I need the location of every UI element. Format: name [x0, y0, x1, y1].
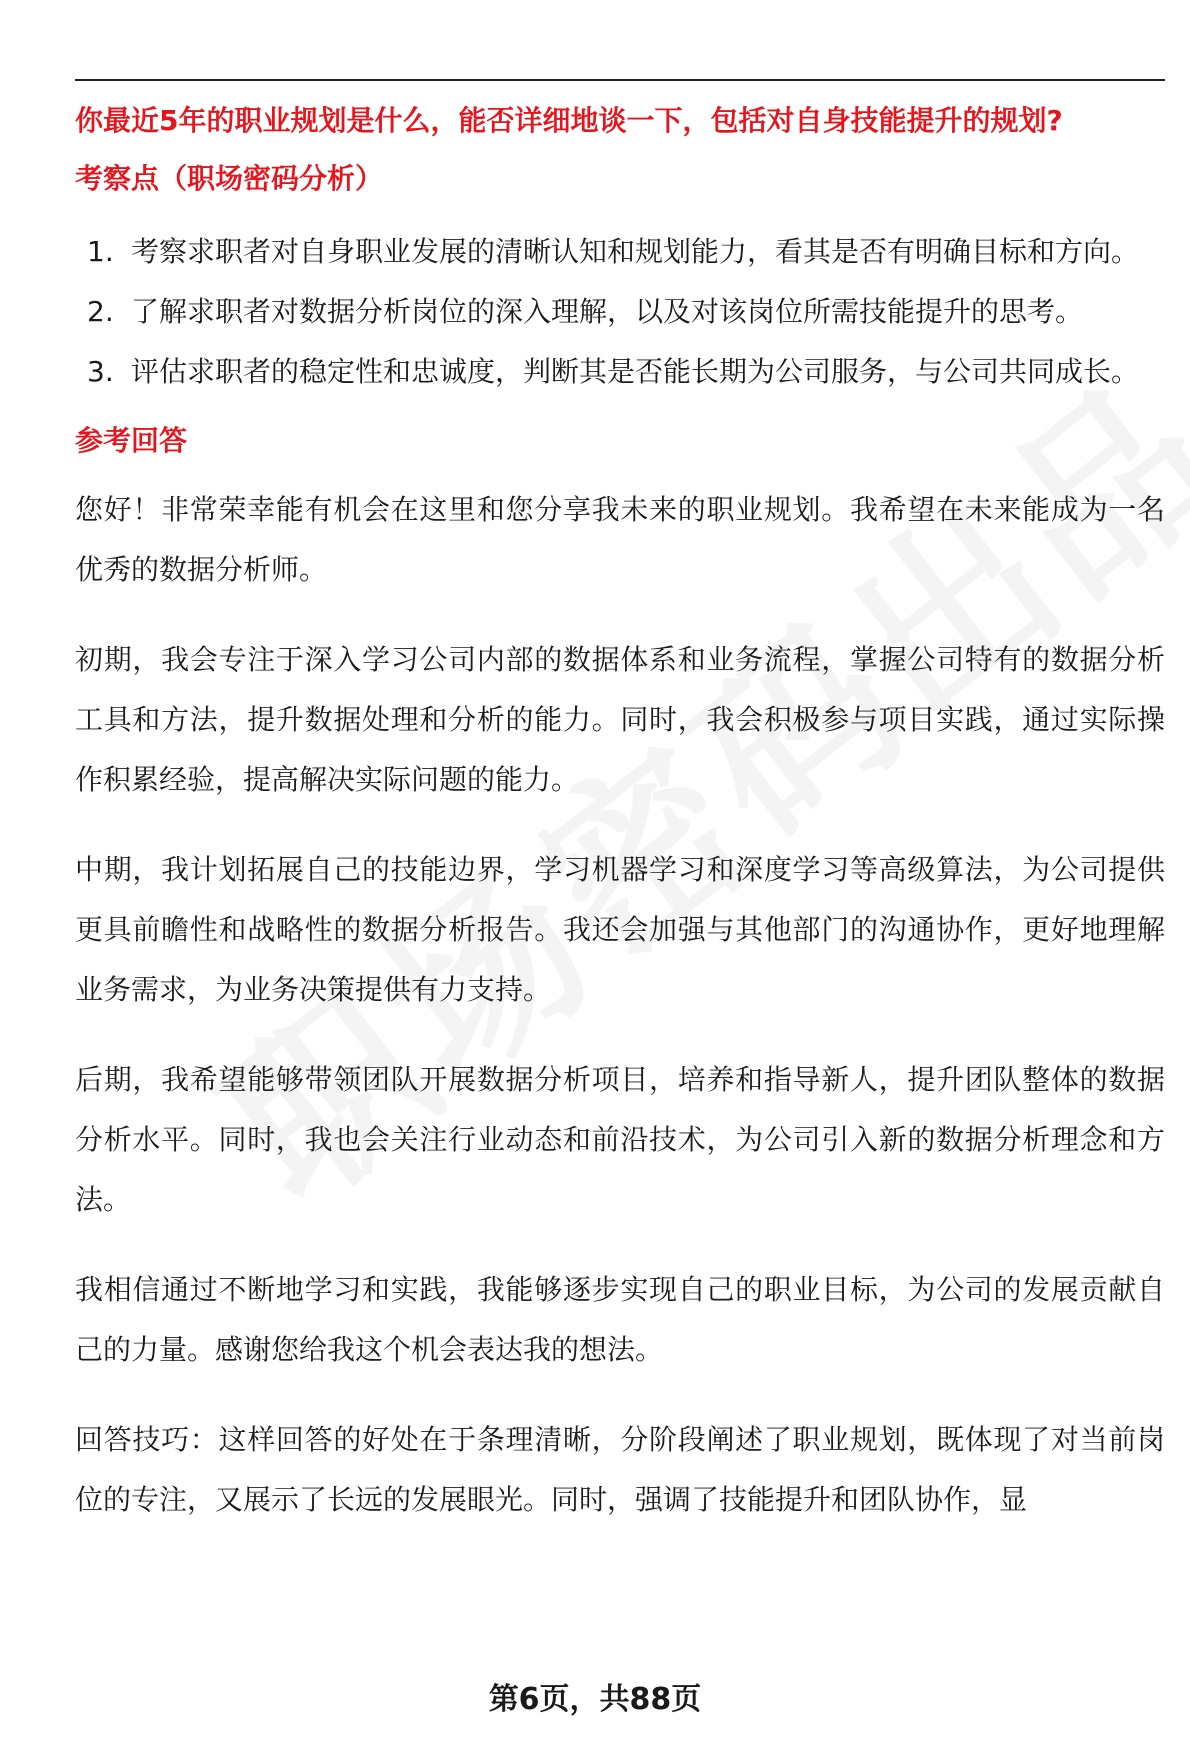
examine-point [75, 282, 1165, 342]
examine-point-number: 1. [87, 235, 114, 268]
question-heading: 你最近5年的职业规划是什么，能否详细地谈一下，包括对自身技能提升的规划? [75, 104, 1063, 137]
page-number-footer: 第6页，共88页 [488, 1682, 702, 1717]
answer-paragraph-early-stage: 初期，我会专注于深入学习公司内部的数据体系和业务流程，掌握公司特有的数据分析工具和方法，提升数据处理和分析的能力。同时，我会积极参与项目实践，通过实际操作积累经验，提高解决实际问题的能力。 [75, 643, 1165, 796]
page-content [75, 92, 1165, 1530]
examine-section-title: 考察点（职场密码分析） [75, 162, 384, 195]
examine-point-text: 考察求职者对自身职业发展的清晰认知和规划能力，看其是否有明确目标和方向。 [131, 235, 1140, 268]
answer-paragraph-closing: 我相信通过不断地学习和实践，我能够逐步实现自己的职业目标，为公司的发展贡献自己的力量。感谢您给我这个机会表达我的想法。 [75, 1273, 1165, 1366]
answer-paragraph-mid-stage: 中期，我计划拓展自己的技能边界，学习机器学习和深度学习等高级算法，为公司提供更具前瞻性和战略性的数据分析报告。我还会加强与其他部门的沟通协作，更好地理解业务需求，为业务决策提供有力支持。 [75, 853, 1165, 1006]
examine-point-text: 评估求职者的稳定性和忠诚度，判断其是否能长期为公司服务，与公司共同成长。 [131, 355, 1140, 388]
examine-point [75, 222, 1165, 282]
answer-section-title: 参考回答 [75, 424, 188, 457]
examine-point [75, 342, 1165, 402]
examine-point-number: 3. [87, 355, 114, 388]
answer-paragraph-late-stage: 后期，我希望能够带领团队开展数据分析项目，培养和指导新人，提升团队整体的数据分析水平。同时，我也会关注行业动态和前沿技术，为公司引入新的数据分析理念和方法。 [75, 1063, 1165, 1216]
examine-point-number: 2. [87, 295, 114, 328]
examine-points-list [75, 222, 1165, 402]
examine-point-text: 了解求职者对数据分析岗位的深入理解，以及对该岗位所需技能提升的思考。 [131, 295, 1084, 328]
top-rule-divider [75, 79, 1165, 81]
answer-paragraph-greeting: 您好！非常荣幸能有机会在这里和您分享我未来的职业规划。我希望在未来能成为一名优秀的数据分析师。 [75, 493, 1165, 586]
answer-tips-paragraph: 回答技巧：这样回答的好处在于条理清晰，分阶段阐述了职业规划，既体现了对当前岗位的专注，又展示了长远的发展眼光。同时，强调了技能提升和团队协作，显 [75, 1423, 1165, 1516]
